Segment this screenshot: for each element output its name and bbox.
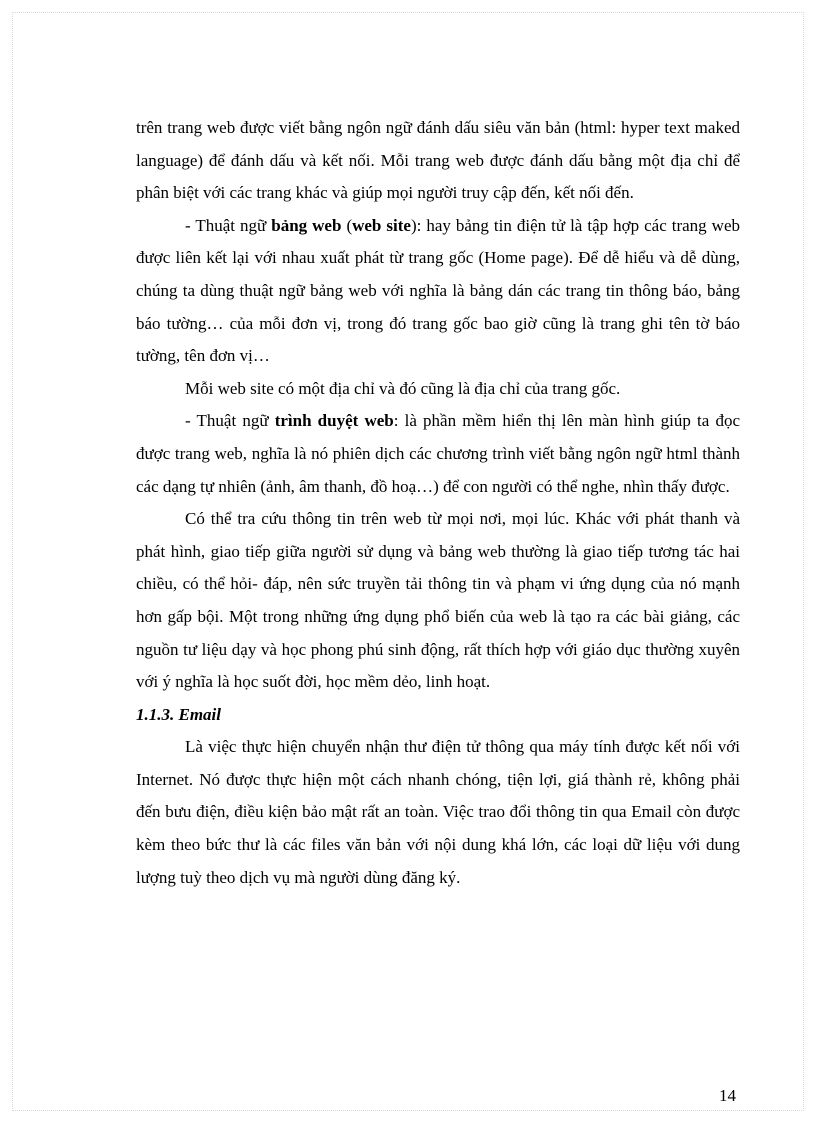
section-heading-email: 1.1.3. Email — [136, 704, 222, 724]
term-web-site: web site — [352, 215, 411, 235]
term-trinh-duyet-web: trình duyệt web — [274, 411, 394, 431]
paragraph-web-site-address: Mỗi web site có một địa chỉ và đó cũng là địa chỉ của trang gốc. — [185, 378, 621, 398]
term-connector: ( — [341, 215, 353, 235]
paragraph-web-site-term — [136, 210, 740, 373]
term-definition: ): hay bảng tin điện tử là tập hợp các trang web được liên kết lại với nhau xuất phát từ trang gốc (Home page). Để dễ hiểu và dễ dùng, chúng ta dùng thuật ngữ bảng web với nghĩa là bảng dán các trang tin thông báo, bảng báo tường… của mỗi đơn vị, trong đó trang gốc bao giờ cũng là trang ghi tên tờ báo tường, tên đơn vị… — [136, 215, 740, 366]
term-bang-web: bảng web — [271, 215, 342, 235]
term-prefix: - Thuật ngữ — [185, 215, 272, 235]
paragraph-web-definition: trên trang web được viết bằng ngôn ngữ đánh dấu siêu văn bản (html: hyper text maked language) để đánh dấu và kết nối. Mỗi trang web được đánh dấu bằng một địa chỉ để phân biệt với các trang khác và giúp mọi người truy cập đến, kết nối đến. — [136, 118, 740, 203]
term-prefix: - Thuật ngữ — [185, 411, 275, 431]
body-text — [136, 112, 740, 894]
paragraph-web-usage: Có thể tra cứu thông tin trên web từ mọi nơi, mọi lúc. Khác với phát thanh và phát hình, giao tiếp giữa người sử dụng và bảng web thường là giao tiếp tương tác hai chiều, có thể hỏi- đáp, nên sức truyền tải thông tin và phạm vi ứng dụng của nó mạnh hơn gấp bội. Một trong những ứng dụng phổ biến của web là tạo ra các bài giảng, các nguồn tư liệu dạy và học phong phú sinh động, rất thích hợp với giáo dục thường xuyên với ý nghĩa là học suốt đời, học mềm dẻo, linh hoạt. — [136, 509, 740, 692]
page-number: 14 — [719, 1086, 736, 1105]
paragraph-browser-term — [136, 405, 740, 503]
paragraph-email: Là việc thực hiện chuyển nhận thư điện tử thông qua máy tính được kết nối với Internet. Nó được thực hiện một cách nhanh chóng, tiện lợi, giá thành rẻ, không phải đến bưu điện, điều kiện bảo mật rất an toàn. Việc trao đổi thông tin qua Email còn được kèm theo bức thư là các files văn bản với nội dung khá lớn, các loại dữ liệu với dung lượng tuỳ theo dịch vụ mà người dùng đăng ký. — [136, 737, 740, 887]
term-definition: : là phần mềm hiển thị lên màn hình giúp ta đọc được trang web, nghĩa là nó phiên dịch các chương trình viết bằng ngôn ngữ html thành các dạng tự nhiên (ảnh, âm thanh, đồ hoạ…) để con người có thể nghe, nhìn thấy được. — [136, 411, 740, 496]
